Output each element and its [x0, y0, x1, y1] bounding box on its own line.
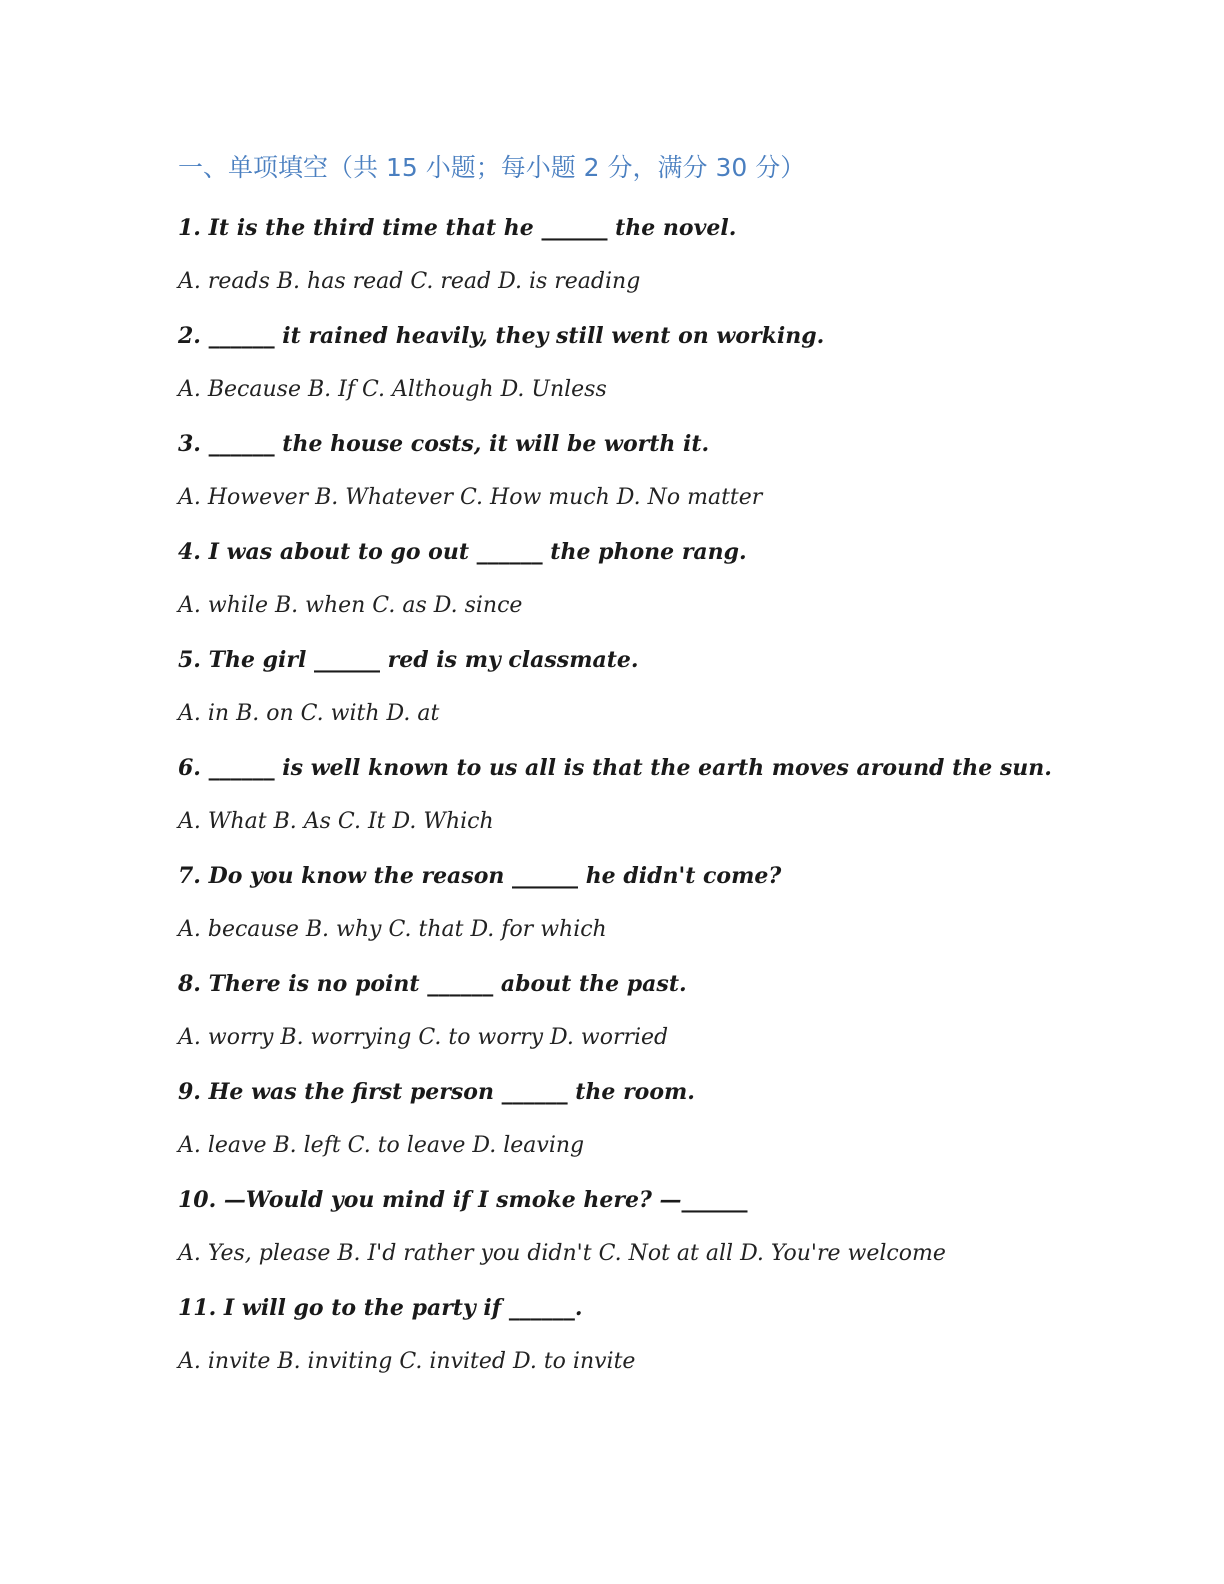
question-options: A. Yes, please B. I'd rather you didn't C. Not at all D. You're welcome [178, 1241, 946, 1266]
question-stem: 10. —Would you mind if I smoke here? —______ [178, 1187, 748, 1213]
question-stem: 5. The girl ______ red is my classmate. [178, 647, 639, 673]
question-options: A. However B. Whatever C. How much D. No matter [178, 485, 763, 510]
question-options: A. because B. why C. that D. for which [178, 917, 607, 942]
question-options: A. in B. on C. with D. at [178, 701, 440, 726]
question-options: A. invite B. inviting C. invited D. to invite [178, 1349, 636, 1374]
question-stem: 1. It is the third time that he ______ the novel. [178, 215, 737, 241]
question-stem: 2. ______ it rained heavily, they still went on working. [178, 323, 825, 349]
section-title: 一、单项填空（共 15 小题；每小题 2 分，满分 30 分） [178, 153, 806, 182]
question-item [178, 849, 1078, 957]
question-item [178, 741, 1078, 849]
question-options: A. What B. As C. It D. Which [178, 809, 494, 834]
exam-content [178, 148, 1078, 1389]
question-stem: 6. ______ is well known to us all is that the earth moves around the sun. [178, 755, 1052, 781]
question-options: A. while B. when C. as D. since [178, 593, 523, 618]
question-item [178, 309, 1078, 417]
question-stem: 8. There is no point ______ about the past. [178, 971, 687, 997]
question-options: A. worry B. worrying C. to worry D. worried [178, 1025, 669, 1050]
question-stem: 3. ______ the house costs, it will be worth it. [178, 431, 710, 457]
question-stem: 7. Do you know the reason ______ he didn't come? [178, 863, 782, 889]
question-item [178, 201, 1078, 309]
question-item [178, 1281, 1078, 1389]
question-item [178, 957, 1078, 1065]
question-options: A. reads B. has read C. read D. is reading [178, 269, 641, 294]
question-item [178, 1065, 1078, 1173]
question-item [178, 417, 1078, 525]
question-item [178, 1173, 1078, 1281]
question-options: A. leave B. left C. to leave D. leaving [178, 1133, 585, 1158]
question-options: A. Because B. If C. Although D. Unless [178, 377, 607, 402]
question-item [178, 525, 1078, 633]
question-stem: 9. He was the first person ______ the room. [178, 1079, 695, 1105]
question-stem: 11. I will go to the party if ______. [178, 1295, 583, 1321]
question-item [178, 633, 1078, 741]
question-stem: 4. I was about to go out ______ the phone rang. [178, 539, 747, 565]
